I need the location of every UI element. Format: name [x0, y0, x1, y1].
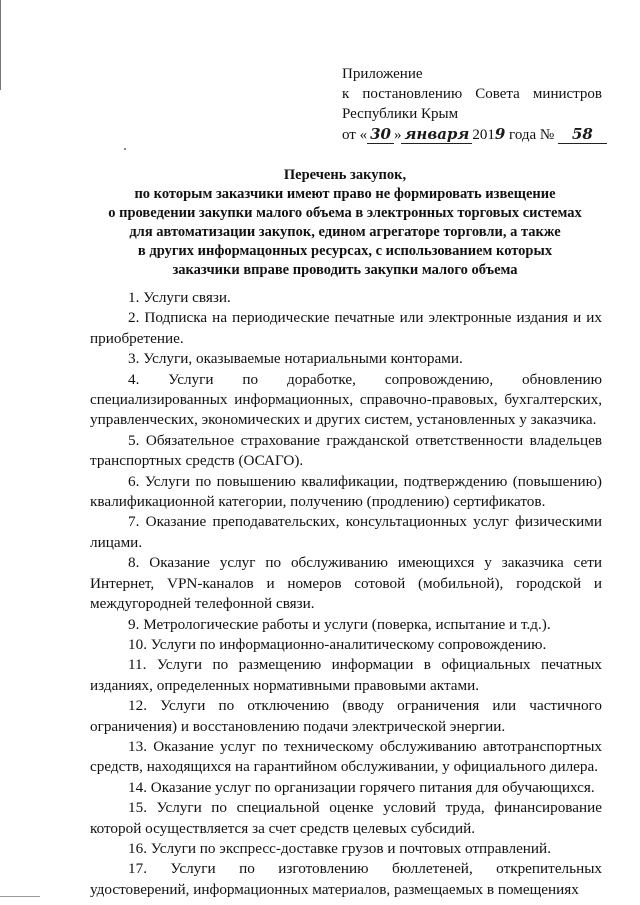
list-item: 5. Обязательное страхование гражданской ответственности владельцев транспортных средств (ОСАГО).: [90, 431, 602, 470]
list-item: 4. Услуги по доработке, сопровождению, обновлению специализированных информационных, справочно-правовых, бухгалтерских, управленческих, экономических и других систем, установленных у заказчика.: [90, 370, 602, 429]
date-sep: »: [393, 127, 402, 143]
title-line-5: в других информацонных ресурсах, с использованием которых: [137, 243, 553, 259]
appendix-word: к: [342, 86, 350, 102]
list-item: 17. Услуги по изготовлению бюллетеней, открепительных удостоверений, информационных материалов, размещаемых в помещениях: [90, 860, 602, 898]
appendix-word: Совета: [475, 86, 520, 102]
handwritten-number: 58: [558, 125, 607, 144]
appendix-date-line: [342, 124, 602, 145]
date-prefix: от «: [342, 127, 368, 143]
handwritten-year-digit: 9: [494, 125, 506, 143]
list-item: 12. Услуги по отключению (вводу ограничения или частичного ограничения) и восстановлению подачи электрической энергии.: [90, 697, 602, 735]
appendix-word: министров: [532, 86, 602, 102]
list-item: 9. Метрологические работы и услуги (поверка, испытание и т.д.).: [128, 615, 551, 633]
list-item: 7. Оказание преподавательских, консультационных услуг физическими лицами.: [90, 513, 602, 551]
appendix-header: [342, 64, 602, 145]
title-line-6: заказчики вправе проводить закупки малого объема: [172, 262, 518, 278]
list-item: 2. Подписка на периодические печатные или электронные издания и их приобретение.: [90, 309, 602, 347]
title-line-1: Перечень закупок,: [283, 167, 407, 183]
document-title: [80, 166, 610, 280]
scan-foot-line: [0, 896, 40, 897]
scan-edge-line: [0, 0, 4, 90]
title-line-3: о проведении закупки малого объема в электронных торговых системах: [108, 205, 582, 221]
list-item: 8. Оказание услуг по обслуживанию имеющихся у заказчика сети Интернет, VPN-каналов и номеров сотовой (мобильной), городской и междугородней телефонной связи.: [90, 554, 602, 613]
appendix-line-3: Республики Крым: [342, 106, 459, 122]
title-line-2: по которым заказчики имеют право не формировать извещение: [134, 186, 556, 202]
list-item: 10. Услуги по информационно-аналитическому сопровождению.: [128, 635, 547, 653]
list-item: 15. Услуги по специальной оценке условий труда, финансирование которой осуществляется за счет средств целевых субсидий.: [90, 799, 602, 837]
appendix-line-1: Приложение: [342, 66, 423, 82]
scan-speck: [124, 148, 126, 150]
list-item: 6. Услуги по повышению квалификации, подтверждению (повышению) квалификационной категории, получению (продлению) сертификатов.: [90, 472, 602, 511]
date-year-prefix: 201: [472, 127, 495, 143]
appendix-word: постановлению: [362, 86, 463, 102]
list-item: 13. Оказание услуг по техническому обслуживанию автотранспортных средств, находящихся на гарантийном обслуживании, у официального дилера.: [90, 737, 602, 776]
handwritten-day: 30: [367, 125, 394, 144]
procurement-list: [90, 288, 602, 900]
title-line-4: для автоматизации закупок, едином агрегаторе торговли, а также: [129, 224, 561, 240]
list-item: 14. Оказание услуг по организации горячего питания для обучающихся.: [128, 778, 595, 796]
handwritten-month: января: [401, 125, 472, 144]
appendix-line-2: [342, 84, 602, 104]
list-item: 11. Услуги по размещению информации в официальных печатных изданиях, определенных нормативными правовыми актами.: [90, 656, 602, 694]
list-item: 16. Услуги по экспресс-доставке грузов и почтовых отправлений.: [128, 839, 551, 857]
list-item: 1. Услуги связи.: [128, 289, 231, 306]
date-suffix: года №: [505, 127, 555, 143]
list-item: 3. Услуги, оказываемые нотариальными конторами.: [128, 350, 463, 368]
